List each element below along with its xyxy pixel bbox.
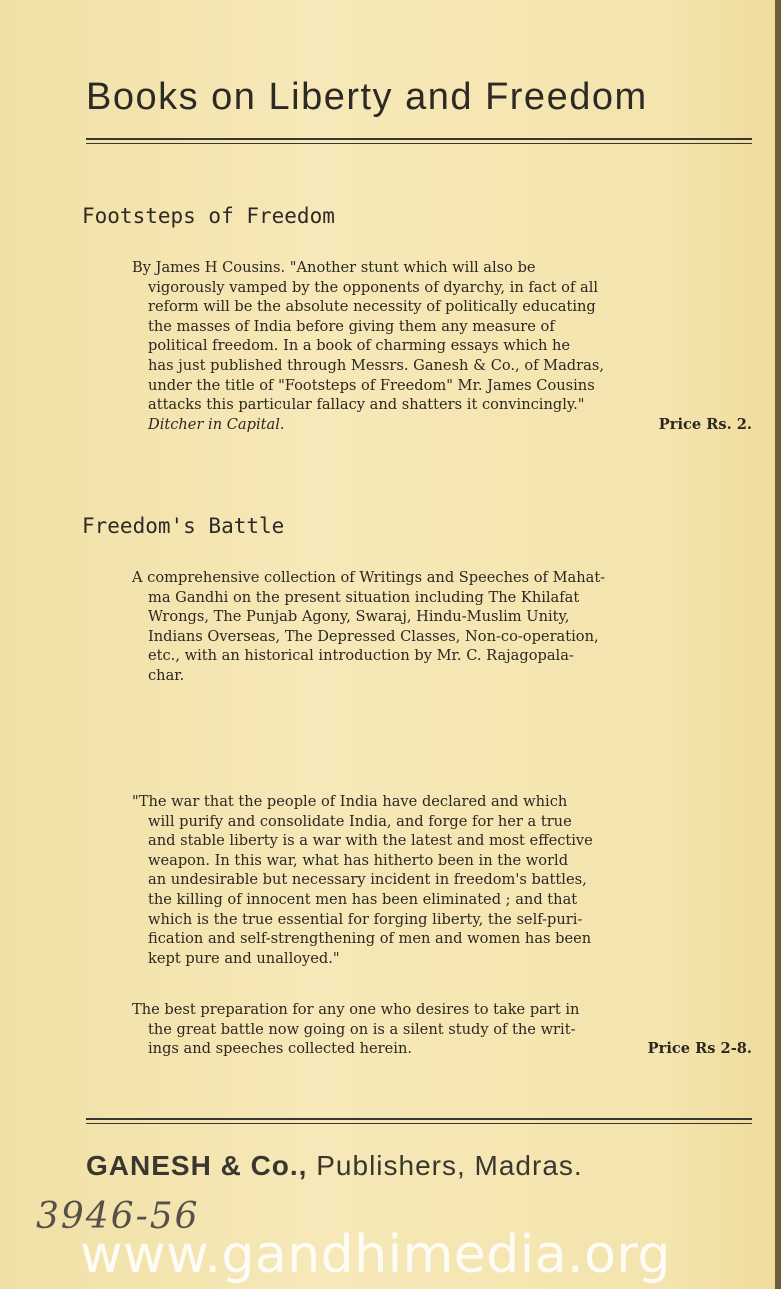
price-footsteps: Price Rs. 2. — [658, 415, 752, 433]
review-line: political freedom. In a book of charming essays which he — [148, 337, 571, 355]
review-source: Ditcher in Capital. — [148, 415, 285, 433]
quote-line: which is the true essential for forging liberty, the self-puri- — [148, 910, 583, 928]
closing-line: The best preparation for any one who desires to take part in — [132, 1001, 580, 1018]
quote-line: "The war that the people of India have declared and which — [132, 793, 568, 810]
description-line: A comprehensive collection of Writings and Speeches of Mahat- — [132, 569, 606, 586]
closing-line: the great battle now going on is a silent study of the writ- — [148, 1020, 576, 1038]
page-title: Books on Liberty and Freedom — [86, 76, 648, 118]
quote-line: an undesirable but necessary incident in freedom's battles, — [148, 871, 587, 889]
publisher-imprint — [86, 1150, 583, 1182]
description-line: char. — [148, 666, 185, 684]
section-heading-battle: Freedom's Battle — [82, 514, 285, 538]
title-rule — [86, 138, 752, 144]
battle-description — [132, 568, 752, 686]
battle-closing — [132, 1000, 752, 1059]
review-line: By James H Cousins. "Another stunt which will also be — [132, 259, 536, 276]
description-line: Wrongs, The Punjab Agony, Swaraj, Hindu-Muslim Unity, — [148, 608, 570, 626]
description-line: ma Gandhi on the present situation including The Khilafat — [148, 588, 580, 606]
handwritten-note: 3946-56 — [36, 1196, 200, 1237]
quote-line: kept pure and unalloyed." — [148, 949, 340, 967]
review-line: reform will be the absolute necessity of politically educating — [148, 298, 596, 316]
battle-quote — [132, 792, 752, 968]
description-line: etc., with an historical introduction by Mr. C. Rajagopala- — [148, 647, 574, 665]
page-edge — [775, 0, 781, 1289]
publisher-location: Publishers, Madras. — [316, 1150, 583, 1181]
review-line: vigorously vamped by the opponents of dyarchy, in fact of all — [148, 278, 599, 296]
review-line: has just published through Messrs. Ganesh & Co., of Madras, — [148, 356, 604, 374]
quote-line: fication and self-strengthening of men and women has been — [148, 930, 592, 948]
quote-line: will purify and consolidate India, and forge for her a true — [148, 812, 572, 830]
review-line: under the title of "Footsteps of Freedom" Mr. James Cousins — [148, 376, 595, 394]
quote-line: weapon. In this war, what has hitherto been in the world — [148, 851, 569, 869]
footer-rule — [86, 1118, 752, 1124]
price-battle: Price Rs 2-8. — [647, 1040, 752, 1058]
closing-last-row — [132, 1039, 752, 1059]
review-source-row — [132, 415, 752, 435]
closing-line: ings and speeches collected herein. — [148, 1040, 412, 1058]
description-line: Indians Overseas, The Depressed Classes, Non-co-operation, — [148, 627, 599, 645]
quote-line: the killing of innocent men has been eliminated ; and that — [148, 890, 578, 908]
review-line: the masses of India before giving them any measure of — [148, 317, 555, 335]
publisher-name: GANESH & Co., — [86, 1150, 308, 1181]
section-heading-footsteps: Footsteps of Freedom — [82, 204, 335, 228]
quote-line: and stable liberty is a war with the latest and most effective — [148, 832, 593, 850]
footsteps-review — [132, 258, 752, 434]
watermark: www.gandhimedia.org — [80, 1225, 671, 1285]
review-line: attacks this particular fallacy and shatters it convincingly." — [148, 396, 585, 414]
